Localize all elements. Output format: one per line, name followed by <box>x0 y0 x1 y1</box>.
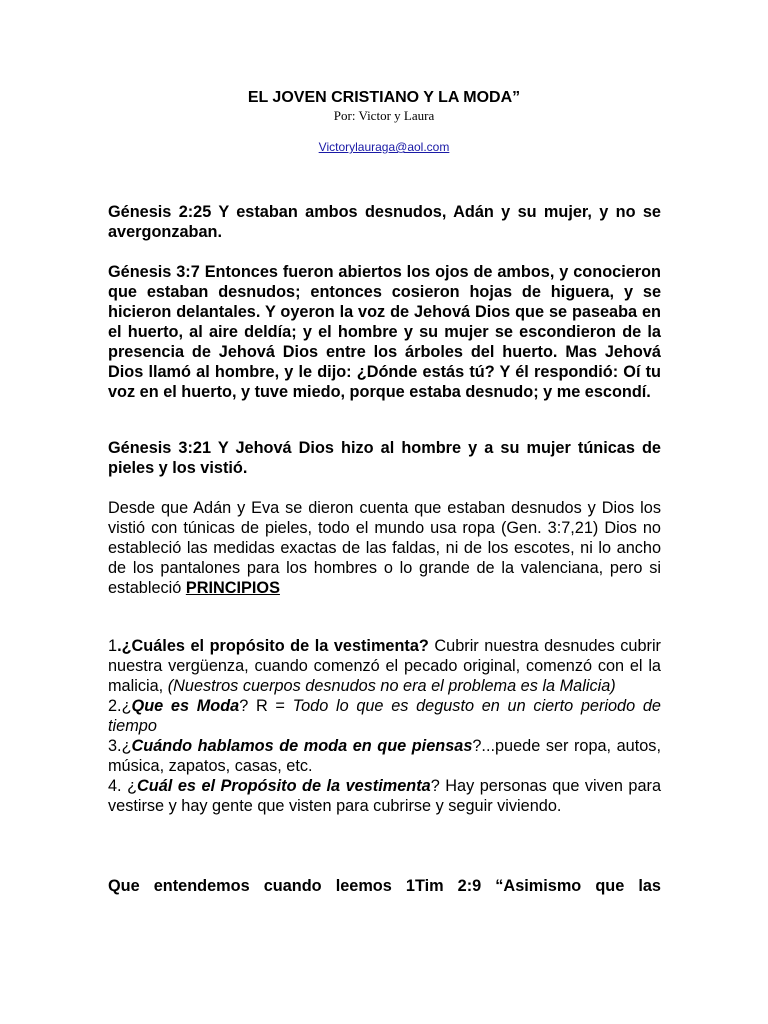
verse-genesis-2-25 <box>108 202 661 242</box>
question-1 <box>108 636 661 696</box>
question-answer: Todo lo que es degusto en un cierto periodo de tiempo <box>108 697 661 735</box>
question-answer: ? Hay personas que viven para vestirse y hay gente que visten para cubrirse y seguir viviendo. <box>108 777 661 815</box>
question-note: (Nuestros cuerpos desnudos no era el problema es la Malicia) <box>167 677 616 695</box>
closing-text: Que entendemos cuando leemos 1Tim 2:9 “Asimismo que las <box>108 877 661 895</box>
question-number: 1 <box>108 637 118 655</box>
question-answer: Cubrir nuestra desnudes cubrir nuestra vergüenza, cuando comenzó el pecado original, comenzó con el la malicia, <box>108 637 661 695</box>
question-number: 2.¿ <box>108 697 132 715</box>
question-heading: Cuándo hablamos de moda en que piensas <box>131 737 473 755</box>
verse-text: Génesis 2:25 Y estaban ambos desnudos, Adán y su mujer, y no se avergonzaban. <box>108 203 661 241</box>
principios-emphasis: PRINCIPIOS <box>185 579 280 597</box>
author-byline: Por: Victor y Laura <box>333 108 435 123</box>
question-heading: Que es Moda <box>131 697 240 715</box>
intro-paragraph <box>108 498 661 598</box>
verse-genesis-3-21 <box>108 438 661 478</box>
question-3 <box>108 736 661 776</box>
question-heading: .¿Cuáles el propósito de la vestimenta? <box>117 637 429 655</box>
closing-paragraph <box>108 876 661 896</box>
author-email-link[interactable]: Victorylauraga@aol.com <box>318 140 450 154</box>
question-answer-prefix: ? R = <box>239 697 293 715</box>
verse-text: Génesis 3:7 Entonces fueron abiertos los ojos de ambos, y conocieron que estaban desnudos; entonces cosieron hojas de higuera, y se hicieron delantales. Y oyeron la voz de Jehová Dios que se paseaba en el huerto, al aire deldía; y el hombre y su mujer se escondieron de la presencia de Jehová Dios entre los árboles del huerto. Mas Jehová Dios llamó al hombre, y le dijo: ¿Dónde estás tú? Y él respondió: Oí tu voz en el huerto, y tuve miedo, porque estaba desnudo; y me escondí. <box>108 263 661 401</box>
verse-genesis-3-7 <box>108 262 661 402</box>
question-2 <box>108 696 661 736</box>
question-heading: Cuál es el Propósito de la vestimenta <box>137 777 431 795</box>
questions-list <box>108 636 661 816</box>
question-number: 4. ¿ <box>108 777 138 795</box>
intro-body: Desde que Adán y Eva se dieron cuenta que estaban desnudos y Dios los vistió con túnicas de pieles, todo el mundo usa ropa (Gen. 3:7,21) Dios no estableció las medidas exactas de las faldas, ni de los escotes, ni lo ancho de los pantalones para los hombres o lo grande de la valenciana, pero si estableció <box>108 499 661 597</box>
question-answer: ?...puede ser ropa, autos, música, zapatos, casas, etc. <box>108 737 661 775</box>
intro-text <box>108 498 661 598</box>
verse-text: Génesis 3:21 Y Jehová Dios hizo al hombre y a su mujer túnicas de pieles y los vistió. <box>108 439 661 477</box>
document-title: EL JOVEN CRISTIANO Y LA MODA” <box>247 89 521 106</box>
question-number: 3.¿ <box>108 737 132 755</box>
question-4 <box>108 776 661 816</box>
